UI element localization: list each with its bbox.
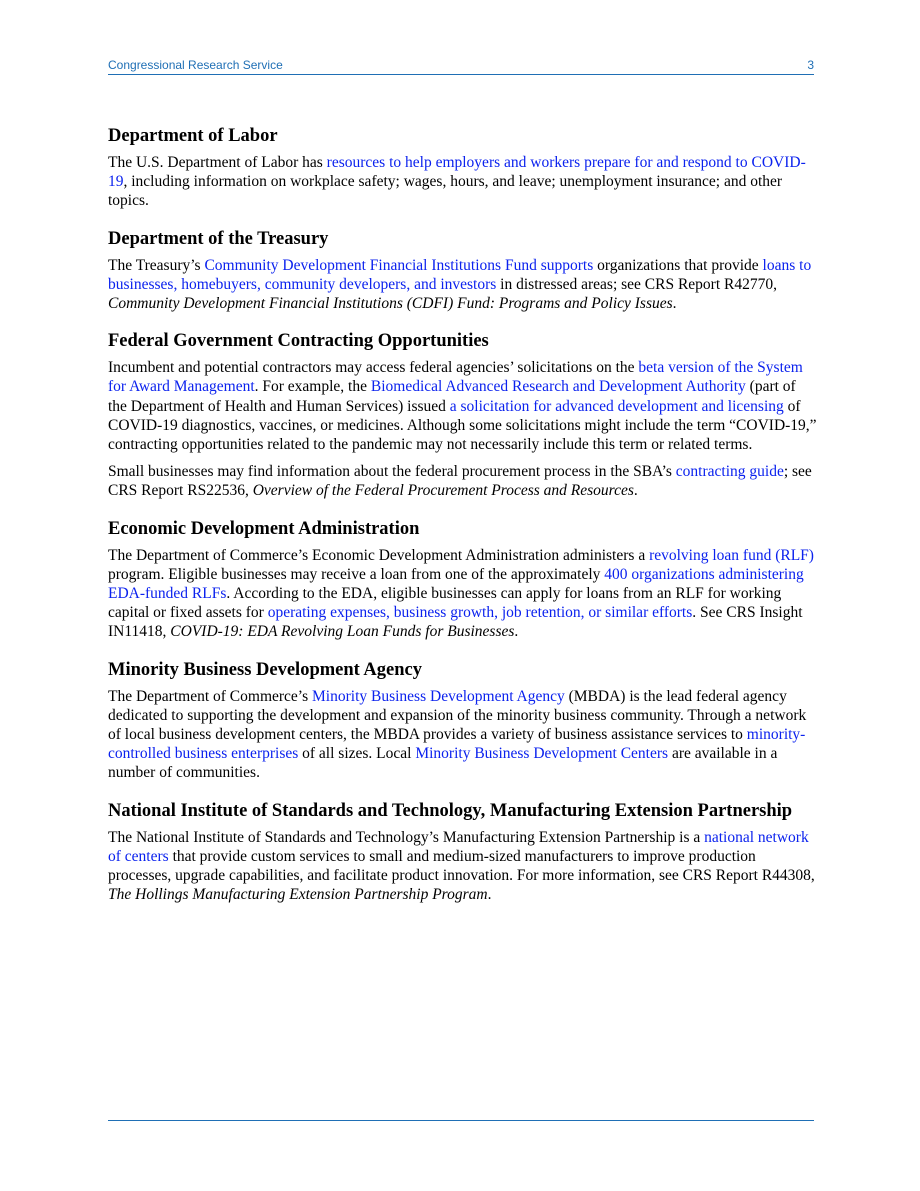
section-mbda <box>108 658 818 783</box>
text-run: , including information on workplace safety; wages, hours, and leave; unemployment insurance; and other topics. <box>108 173 783 210</box>
section-eda <box>108 517 818 642</box>
text-run: that provide custom services to small and medium-sized manufacturers to improve production processes, upgrade capabilities, and facilitate product innovation. For more information, see CRS Report R44308, <box>108 847 815 885</box>
text-run: in distressed areas; see CRS Report R42770, <box>496 275 777 293</box>
link-sam-beta[interactable]: beta version of the System for Award Management <box>108 359 803 396</box>
section-heading: Federal Government Contracting Opportunities <box>108 331 489 352</box>
text-run: The U.S. Department of Labor has <box>108 154 327 171</box>
paragraph <box>108 462 818 500</box>
text-run: . According to the EDA, eligible businesses can apply for loans from an RLF for working capital or fixed assets for <box>108 585 782 622</box>
text-run: The Department of Commerce’s <box>108 687 313 705</box>
report-title: Community Development Financial Institutions (CDFI) Fund: Programs and Policy Issues <box>108 295 673 313</box>
link-cdfi-loans[interactable]: loans to businesses, homebuyers, community developers, and investors <box>108 256 812 293</box>
report-title: Overview of the Federal Procurement Process and Resources <box>252 482 634 500</box>
text-run: Incumbent and potential contractors may access federal agencies’ solicitations on the <box>108 359 639 377</box>
report-title: The Hollings Manufacturing Extension Partnership Program <box>108 886 488 904</box>
text-run: program. Eligible businesses may receive a loan from one of the approximately <box>108 565 605 583</box>
text-run: organizations that provide <box>593 256 763 274</box>
text-run: of all sizes. Local <box>298 745 416 763</box>
section-heading: Minority Business Development Agency <box>108 659 422 680</box>
paragraph <box>108 546 818 642</box>
link-mep-network[interactable]: national network of centers <box>108 828 809 865</box>
text-run: . See CRS Insight IN11418, <box>108 604 803 641</box>
link-minority-enterprises[interactable]: minority-controlled business enterprises <box>108 726 806 763</box>
link-eda-rlf-organizations[interactable]: 400 organizations administering EDA-funded RLFs <box>108 565 804 603</box>
text-run: (part of the Department of Health and Human Services) issued <box>108 378 796 415</box>
section-heading: Department of Labor <box>108 126 278 146</box>
link-mbda-centers[interactable]: Minority Business Development Centers <box>415 745 669 763</box>
text-run: . <box>514 623 519 641</box>
paragraph <box>108 687 818 783</box>
paragraph <box>108 358 818 454</box>
text-run: . <box>487 886 492 904</box>
page-number: 3 <box>807 58 814 72</box>
text-run: Small businesses may find information about the federal procurement process in the SBA’s <box>108 463 676 481</box>
link-sba-contracting-guide[interactable]: contracting guide <box>675 463 784 481</box>
text-run: are available in a number of communities. <box>108 745 778 782</box>
page-footer-rule <box>108 1120 814 1121</box>
text-run: . <box>672 295 677 313</box>
text-run: of COVID-19 diagnostics, vaccines, or medicines. Although some solicitations might include the term “COVID-19,” contracting opportunities related to the pandemic may not necessarily include this term or related terms. <box>108 397 817 454</box>
paragraph <box>108 828 818 905</box>
text-run: ; see CRS Report RS22536, <box>108 463 812 500</box>
section-department-of-labor <box>108 124 818 211</box>
section-nist-mep <box>108 799 818 905</box>
paragraph <box>108 153 818 211</box>
text-run: The National Institute of Standards and Technology’s Manufacturing Extension Partnership is a <box>108 828 705 846</box>
text-run: . For example, the <box>254 378 371 396</box>
link-dol-covid-resources[interactable]: resources to help employers and workers prepare for and respond to COVID-19 <box>108 154 806 191</box>
link-mbda[interactable]: Minority Business Development Agency <box>312 687 565 705</box>
header-org-name: Congressional Research Service <box>108 58 283 72</box>
text-run: The Department of Commerce’s Economic Development Administration administers a <box>108 546 650 564</box>
text-run: (MBDA) is the lead federal agency dedicated to supporting the development and expansion of the minority business community. Through a network of local business development centers, the MBDA provides a variety of business assistance services to <box>108 687 807 744</box>
link-barda[interactable]: Biomedical Advanced Research and Development Authority <box>370 378 746 396</box>
section-heading: Economic Development Administration <box>108 518 420 539</box>
paragraph <box>108 256 818 314</box>
text-run: . <box>633 482 638 500</box>
document-body <box>108 124 818 920</box>
section-heading: Department of the Treasury <box>108 228 329 249</box>
link-cdfi-fund[interactable]: Community Development Financial Institutions Fund supports <box>204 256 594 274</box>
report-title: COVID-19: EDA Revolving Loan Funds for Businesses <box>170 623 515 641</box>
section-federal-contracting <box>108 329 818 500</box>
section-department-of-treasury <box>108 227 818 314</box>
link-revolving-loan-fund[interactable]: revolving loan fund (RLF) <box>649 546 814 564</box>
link-barda-solicitation[interactable]: a solicitation for advanced development and licensing <box>449 397 784 415</box>
page-header <box>108 58 814 75</box>
text-run: The Treasury’s <box>108 256 205 274</box>
section-heading: National Institute of Standards and Technology, Manufacturing Extension Partnership <box>108 800 793 821</box>
link-rlf-uses[interactable]: operating expenses, business growth, job retention, or similar efforts <box>267 604 693 622</box>
